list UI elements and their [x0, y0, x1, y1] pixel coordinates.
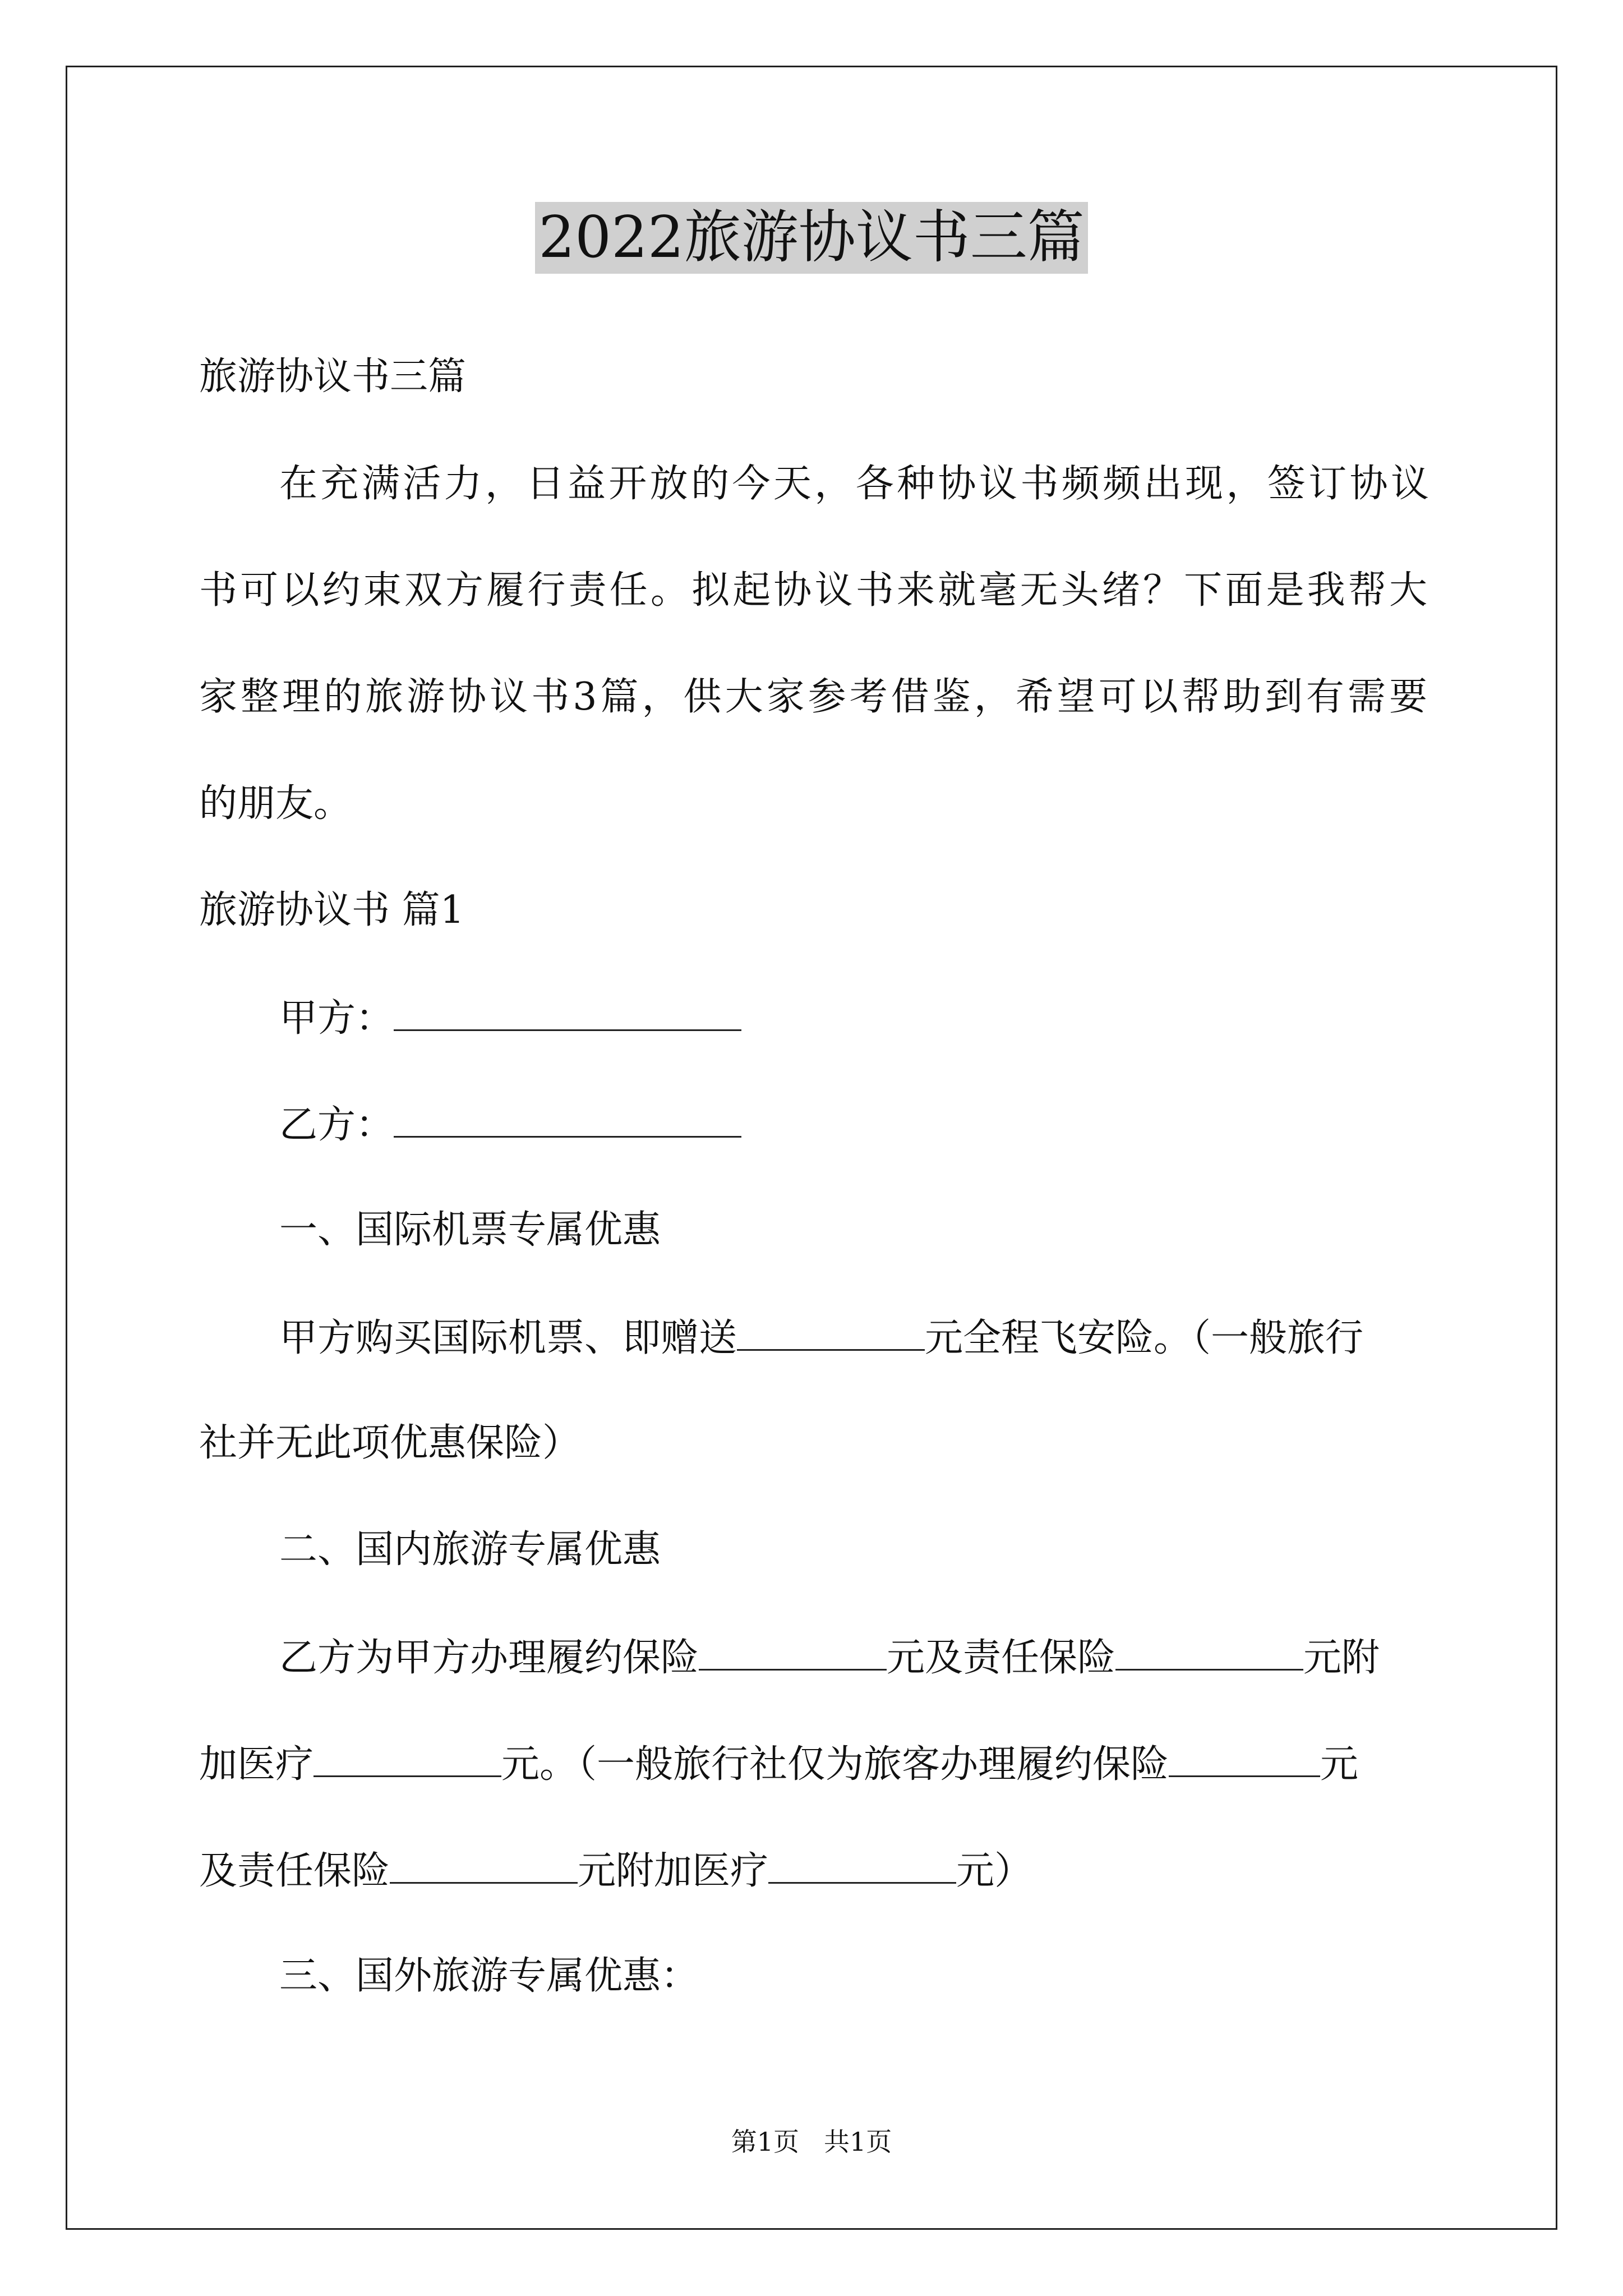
intro-line-2: 书可以约束双方履行责任。拟起协议书来就毫无头绪？下面是我帮大 [199, 568, 1427, 613]
clause-1-text-b: 元全程飞安险。（一般旅行 [925, 1316, 1364, 1360]
clause-3-heading: 三、国外旅游专属优惠： [279, 1954, 699, 1998]
clause-2-blank-3[interactable] [313, 1741, 501, 1777]
title-container [0, 202, 1623, 274]
clause-2-blank-6[interactable] [768, 1847, 956, 1884]
footer-total-pages: 共1页 [823, 2127, 892, 2157]
party-a-row [279, 995, 1429, 1041]
intro-line-1: 在充满活力，日益开放的今天，各种协议书频频出现，签订协议 [279, 462, 1429, 506]
party-a-label: 甲方： [279, 996, 394, 1041]
clause-2-text-g: 及责任保险 [199, 1849, 390, 1893]
party-b-row [279, 1101, 1429, 1148]
clause-2-blank-1[interactable] [699, 1634, 887, 1671]
intro-line-3: 家整理的旅游协议书3篇，供大家参考借鉴，希望可以帮助到有需要 [199, 675, 1427, 719]
clause-2-text-b: 元及责任保险 [887, 1636, 1116, 1680]
clause-2-line-1 [279, 1634, 1429, 1681]
clause-2-text-h: 元附加医疗 [578, 1849, 769, 1893]
document-subtitle: 旅游协议书三篇 [199, 355, 467, 399]
party-b-label: 乙方： [279, 1103, 394, 1147]
clause-2-blank-5[interactable] [390, 1847, 578, 1884]
party-a-blank[interactable] [394, 995, 741, 1031]
section-heading: 旅游协议书 篇1 [199, 888, 464, 932]
clause-2-text-d: 加医疗 [199, 1742, 314, 1787]
page-footer [0, 2126, 1623, 2157]
clause-2-text-i: 元） [956, 1849, 1033, 1893]
clause-1-text-a: 甲方购买国际机票、即赠送 [279, 1316, 737, 1360]
clause-1-blank-1[interactable] [737, 1314, 925, 1351]
clause-2-text-e: 元。（一般旅行社仅为旅客办理履约保险 [501, 1742, 1169, 1787]
clause-2-blank-4[interactable] [1169, 1741, 1320, 1777]
clause-2-blank-2[interactable] [1115, 1634, 1303, 1671]
party-b-blank[interactable] [394, 1101, 741, 1138]
clause-1-heading: 一、国际机票专属优惠 [279, 1208, 661, 1252]
clause-2-text-c: 元附 [1303, 1636, 1380, 1680]
intro-line-4: 的朋友。 [199, 781, 352, 826]
footer-page-number: 第1页 [731, 2127, 800, 2157]
document-title: 2022旅游协议书三篇 [535, 202, 1088, 274]
clause-2-heading: 二、国内旅游专属优惠 [279, 1527, 661, 1572]
clause-2-line-2 [199, 1741, 1427, 1787]
clause-1-line-2: 社并无此项优惠保险） [199, 1421, 581, 1465]
clause-1-line-1 [279, 1314, 1429, 1361]
clause-2-line-3 [199, 1847, 1427, 1894]
clause-2-text-f: 元 [1320, 1742, 1359, 1787]
clause-2-text-a: 乙方为甲方办理履约保险 [279, 1636, 699, 1680]
